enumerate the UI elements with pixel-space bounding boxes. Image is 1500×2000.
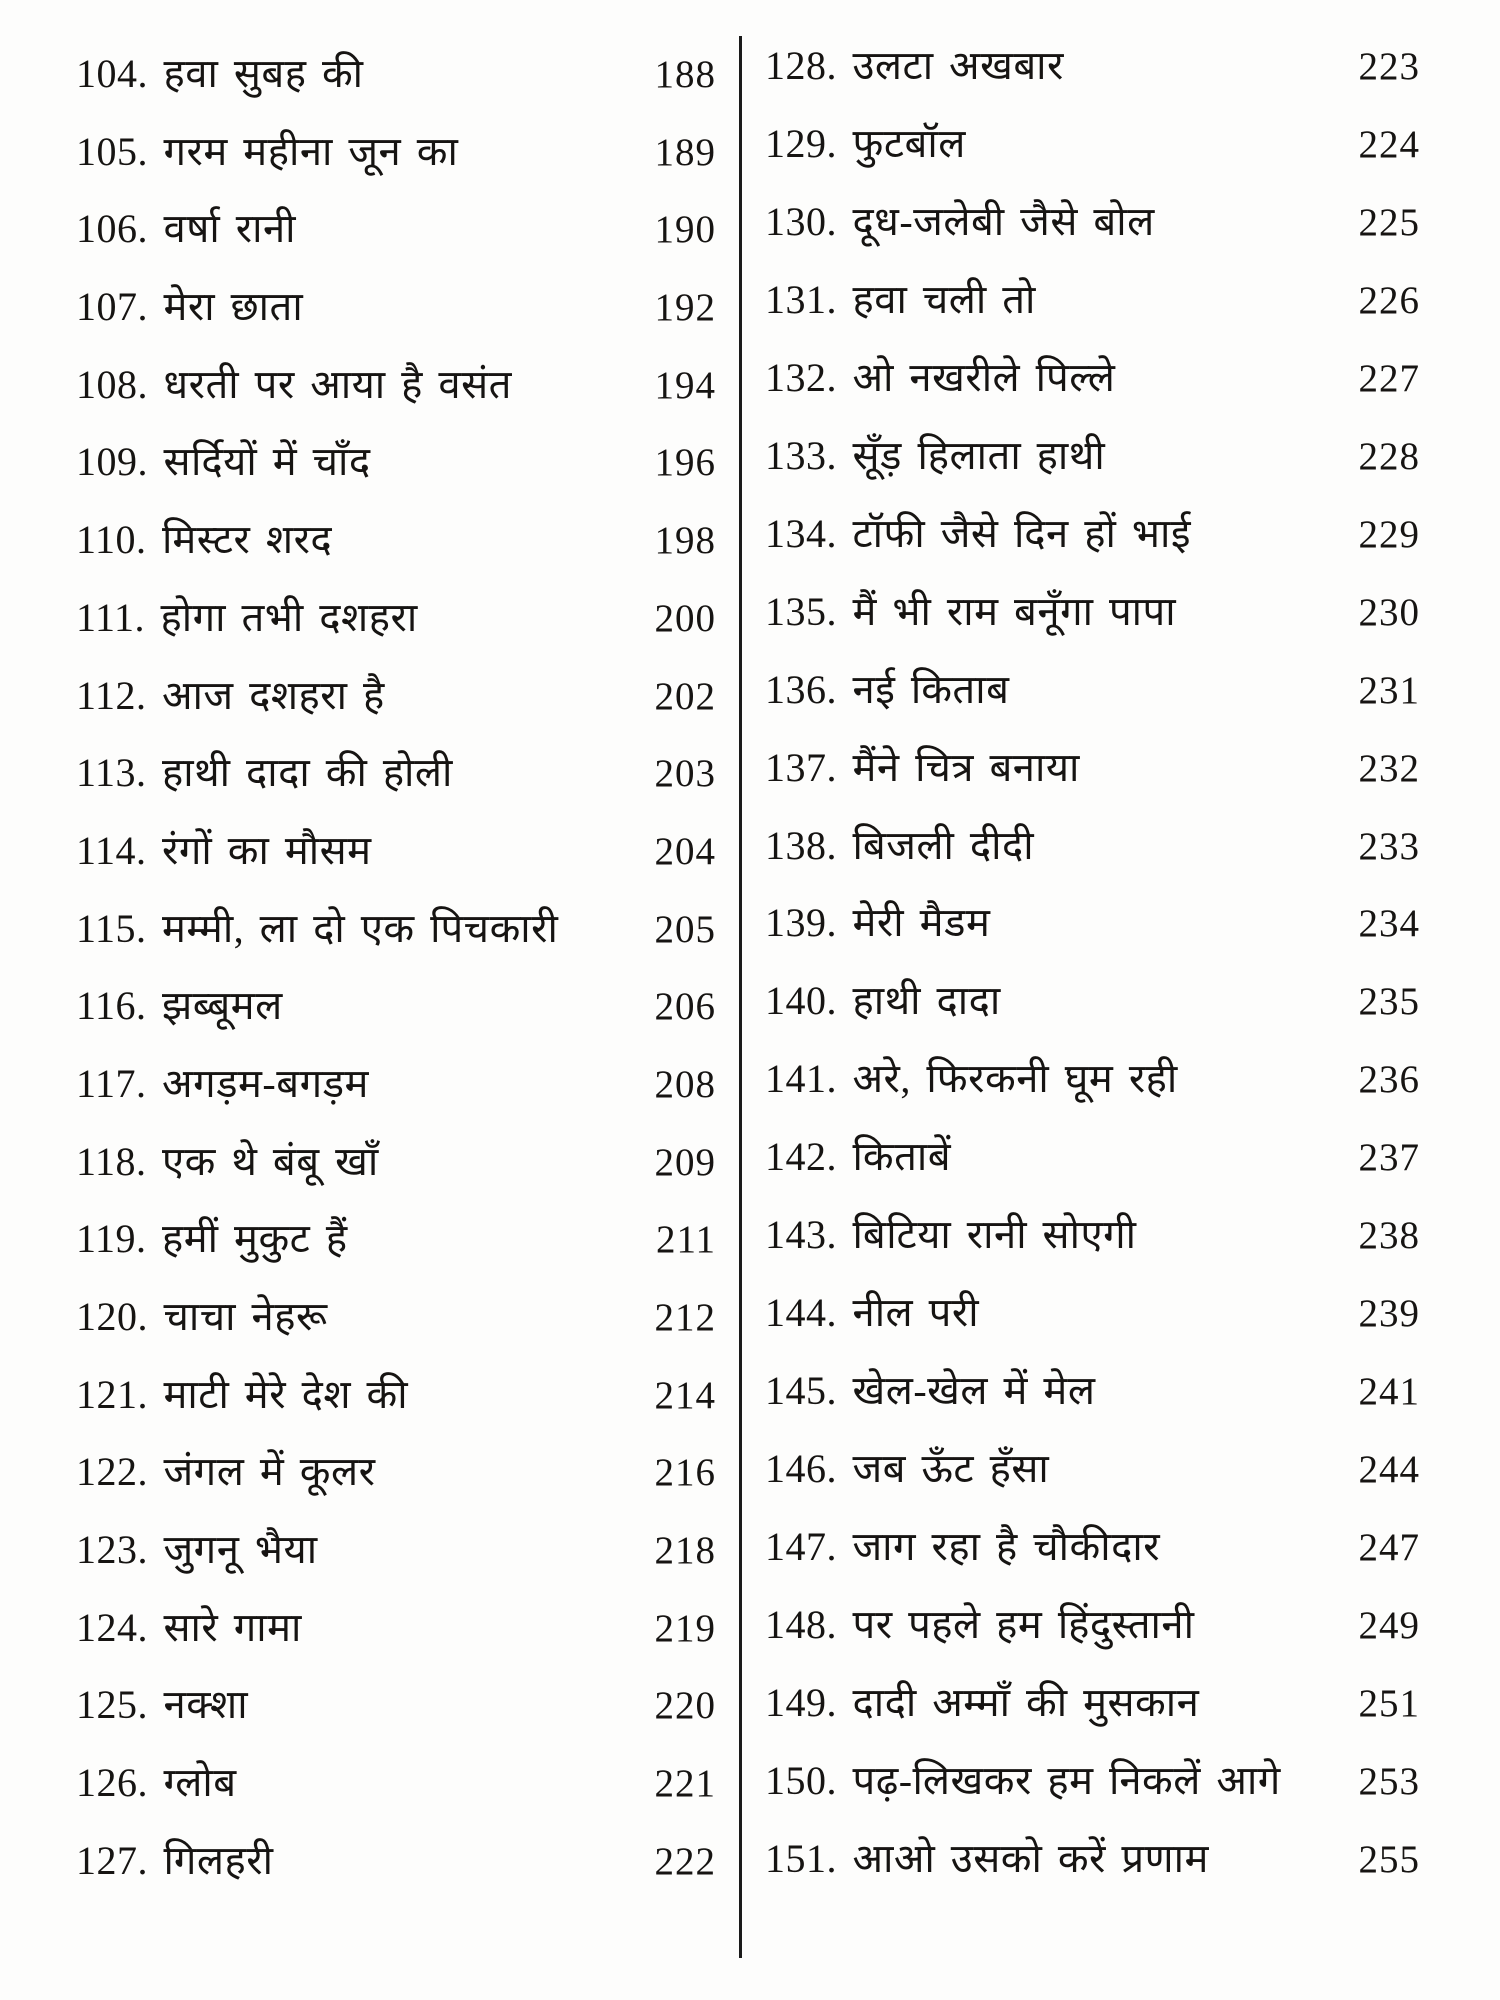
- toc-entry: [76, 596, 716, 641]
- entry-number-and-title: 110. मिस्टर शरद: [76, 517, 333, 563]
- entry-page-number: 251: [1358, 1682, 1420, 1726]
- toc-entry: [765, 1447, 1420, 1492]
- toc-entry: [76, 1062, 716, 1107]
- toc-entry: [76, 1295, 716, 1340]
- entry-number-and-title: 150. पढ़-लिखकर हम निकलें आगे: [765, 1757, 1281, 1803]
- toc-entry: [76, 1528, 716, 1573]
- toc-entry: [76, 1450, 716, 1495]
- toc-entry: [765, 1603, 1420, 1648]
- entry-number-and-title: 123. जुगनू भैया: [76, 1527, 318, 1573]
- entry-number-and-title: 128. उलटा अखबार: [765, 43, 1064, 88]
- column-divider-rule: [739, 36, 742, 1958]
- entry-number-and-title: 141. अरे, फिरकनी घूम रही: [765, 1056, 1178, 1102]
- toc-entry: [765, 1525, 1420, 1570]
- toc-entry: [765, 122, 1420, 167]
- entry-number-and-title: 136. नई किताब: [765, 666, 1010, 712]
- entry-page-number: 228: [1358, 434, 1420, 478]
- entry-number-and-title: 108. धरती पर आया है वसंत: [76, 361, 512, 407]
- toc-entry: [76, 285, 716, 330]
- toc-entry: [76, 440, 716, 485]
- entry-page-number: 220: [654, 1684, 716, 1728]
- entry-page-number: 238: [1358, 1214, 1420, 1258]
- toc-entry: [765, 278, 1420, 323]
- toc-entry: [76, 130, 716, 175]
- entry-page-number: 203: [654, 752, 716, 796]
- toc-entry: [76, 1761, 716, 1806]
- entry-number-and-title: 127. गिलहरी: [76, 1837, 274, 1883]
- toc-entry: [765, 668, 1420, 713]
- entry-number-and-title: 109. सर्दियों में चाँद: [76, 439, 371, 485]
- toc-entry: [765, 512, 1420, 557]
- toc-entry: [765, 1213, 1420, 1258]
- entry-number-and-title: 130. दूध-जलेबी जैसे बोल: [765, 198, 1155, 244]
- toc-entry: [76, 829, 716, 874]
- entry-number-and-title: 106. वर्षा रानी: [76, 206, 296, 252]
- entry-number-and-title: 146. जब ऊँट हँसा: [765, 1446, 1050, 1492]
- entry-page-number: 211: [655, 1218, 716, 1262]
- entry-page-number: 244: [1358, 1448, 1420, 1492]
- entry-page-number: 190: [654, 208, 716, 252]
- entry-page-number: 200: [654, 596, 716, 640]
- entry-number-and-title: 113. हाथी दादा की होली: [76, 750, 453, 796]
- toc-entry: [765, 901, 1420, 946]
- toc-entry: [765, 356, 1420, 401]
- entry-page-number: 232: [1358, 746, 1420, 790]
- entry-page-number: 202: [654, 674, 716, 718]
- entry-page-number: 253: [1358, 1759, 1420, 1803]
- entry-page-number: 196: [654, 441, 716, 485]
- entry-number-and-title: 149. दादी अम्माँ की मुसकान: [765, 1680, 1200, 1726]
- entry-number-and-title: 131. हवा चली तो: [765, 276, 1036, 322]
- toc-entry: [765, 746, 1420, 791]
- entry-page-number: 233: [1358, 824, 1420, 868]
- entry-page-number: 219: [654, 1606, 716, 1650]
- entry-page-number: 234: [1358, 902, 1420, 946]
- entry-number-and-title: 111. होगा तभी दशहरा: [76, 594, 418, 640]
- entry-page-number: 241: [1358, 1370, 1420, 1414]
- entry-number-and-title: 134. टॉफी जैसे दिन हों भाई: [765, 510, 1191, 556]
- entry-number-and-title: 129. फुटबॉल: [765, 120, 966, 166]
- entry-number-and-title: 145. खेल-खेल में मेल: [765, 1368, 1096, 1414]
- toc-entry: [765, 824, 1420, 869]
- toc-entry: [765, 1291, 1420, 1336]
- entry-number-and-title: 148. पर पहले हम हिंदुस्तानी: [765, 1602, 1195, 1648]
- entry-page-number: 212: [654, 1296, 716, 1339]
- entry-number-and-title: 105. गरम महीना जून का: [76, 128, 459, 174]
- entry-number-and-title: 147. जाग रहा है चौकीदार: [765, 1524, 1161, 1570]
- toc-entry: [765, 1759, 1420, 1804]
- entry-page-number: 198: [654, 519, 716, 563]
- entry-page-number: 236: [1358, 1058, 1420, 1102]
- entry-page-number: 216: [654, 1451, 716, 1495]
- entry-number-and-title: 125. नक्शा: [76, 1682, 249, 1728]
- entry-number-and-title: 124. सारे गामा: [76, 1604, 302, 1650]
- entry-page-number: 222: [654, 1839, 716, 1883]
- entry-number-and-title: 140. हाथी दादा: [765, 978, 1001, 1024]
- entry-number-and-title: 142. किताबें: [765, 1134, 952, 1180]
- entry-number-and-title: 126. ग्लोब: [76, 1760, 237, 1806]
- entry-number-and-title: 144. नील परी: [765, 1290, 980, 1336]
- entry-page-number: 230: [1358, 590, 1420, 634]
- toc-entry: [765, 1057, 1420, 1102]
- entry-page-number: 255: [1358, 1837, 1420, 1881]
- entry-number-and-title: 122. जंगल में कूलर: [76, 1449, 376, 1495]
- entry-page-number: 206: [654, 985, 716, 1029]
- entry-page-number: 209: [654, 1140, 716, 1184]
- toc-entry: [76, 674, 716, 719]
- entry-page-number: 225: [1358, 200, 1420, 244]
- entry-number-and-title: 121. माटी मेरे देश की: [76, 1371, 409, 1417]
- entry-number-and-title: 119. हमीं मुकुट हैं: [76, 1216, 348, 1262]
- entry-page-number: 224: [1358, 122, 1420, 166]
- entry-number-and-title: 143. बिटिया रानी सोएगी: [765, 1212, 1137, 1258]
- entry-page-number: 189: [654, 130, 716, 174]
- toc-column-right: [765, 44, 1420, 1882]
- entry-number-and-title: 120. चाचा नेहरू: [76, 1294, 328, 1339]
- entry-page-number: 249: [1358, 1604, 1420, 1648]
- toc-entry: [76, 52, 716, 97]
- toc-entry: [76, 907, 716, 952]
- entry-number-and-title: 137. मैंने चित्र बनाया: [765, 744, 1080, 790]
- entry-number-and-title: 138. बिजली दीदी: [765, 822, 1035, 868]
- toc-entry: [76, 518, 716, 563]
- toc-entry: [765, 1369, 1420, 1414]
- toc-entry: [765, 590, 1420, 635]
- entry-page-number: 192: [654, 286, 716, 330]
- entry-number-and-title: 151. आओ उसको करें प्रणाम: [765, 1835, 1209, 1881]
- entry-number-and-title: 107. मेरा छाता: [76, 284, 304, 330]
- entry-page-number: 223: [1358, 45, 1420, 88]
- toc-entry: [76, 207, 716, 252]
- toc-entry: [765, 979, 1420, 1024]
- toc-entry: [76, 751, 716, 796]
- toc-entry: [765, 44, 1420, 89]
- entry-page-number: 208: [654, 1062, 716, 1106]
- toc-entry: [765, 1135, 1420, 1180]
- entry-number-and-title: 133. सूँड़ हिलाता हाथी: [765, 432, 1106, 478]
- entry-page-number: 247: [1358, 1526, 1420, 1570]
- toc-entry: [765, 200, 1420, 245]
- entry-page-number: 204: [654, 829, 716, 873]
- entry-page-number: 235: [1358, 980, 1420, 1024]
- entry-number-and-title: 135. मैं भी राम बनूँगा पापा: [765, 588, 1177, 634]
- entry-number-and-title: 112. आज दशहरा है: [76, 672, 385, 718]
- entry-page-number: 205: [654, 907, 716, 951]
- entry-number-and-title: 118. एक थे बंबू खाँ: [76, 1138, 379, 1184]
- toc-entry: [76, 1683, 716, 1728]
- entry-page-number: 194: [654, 363, 716, 407]
- entry-number-and-title: 115. मम्मी, ला दो एक पिचकारी: [76, 905, 559, 951]
- entry-number-and-title: 104. हवा सुबह की: [76, 51, 364, 96]
- entry-number-and-title: 139. मेरी मैडम: [765, 900, 991, 946]
- entry-page-number: 239: [1358, 1292, 1420, 1336]
- toc-entry: [76, 1606, 716, 1651]
- toc-entry: [76, 984, 716, 1029]
- toc-entry: [76, 1373, 716, 1418]
- entry-page-number: 214: [654, 1373, 716, 1417]
- entry-number-and-title: 116. झब्बूमल: [76, 983, 283, 1029]
- entry-number-and-title: 132. ओ नखरीले पिल्ले: [765, 354, 1116, 400]
- toc-entry: [765, 1681, 1420, 1726]
- toc-entry: [765, 1837, 1420, 1882]
- entry-page-number: 226: [1358, 278, 1420, 322]
- entry-page-number: 229: [1358, 512, 1420, 556]
- toc-entry: [76, 363, 716, 408]
- entry-page-number: 218: [654, 1529, 716, 1573]
- entry-page-number: 221: [654, 1762, 716, 1806]
- toc-entry: [76, 1217, 716, 1262]
- entry-page-number: 231: [1358, 668, 1420, 712]
- entry-number-and-title: 117. अगड़म-बगड़म: [76, 1060, 369, 1106]
- entry-page-number: 237: [1358, 1136, 1420, 1180]
- entry-page-number: 227: [1358, 356, 1420, 400]
- toc-entry: [76, 1839, 716, 1884]
- toc-entry: [76, 1140, 716, 1185]
- entry-number-and-title: 114. रंगों का मौसम: [76, 827, 372, 873]
- toc-column-left: [76, 52, 716, 1884]
- toc-entry: [765, 434, 1420, 479]
- entry-page-number: 188: [654, 53, 716, 96]
